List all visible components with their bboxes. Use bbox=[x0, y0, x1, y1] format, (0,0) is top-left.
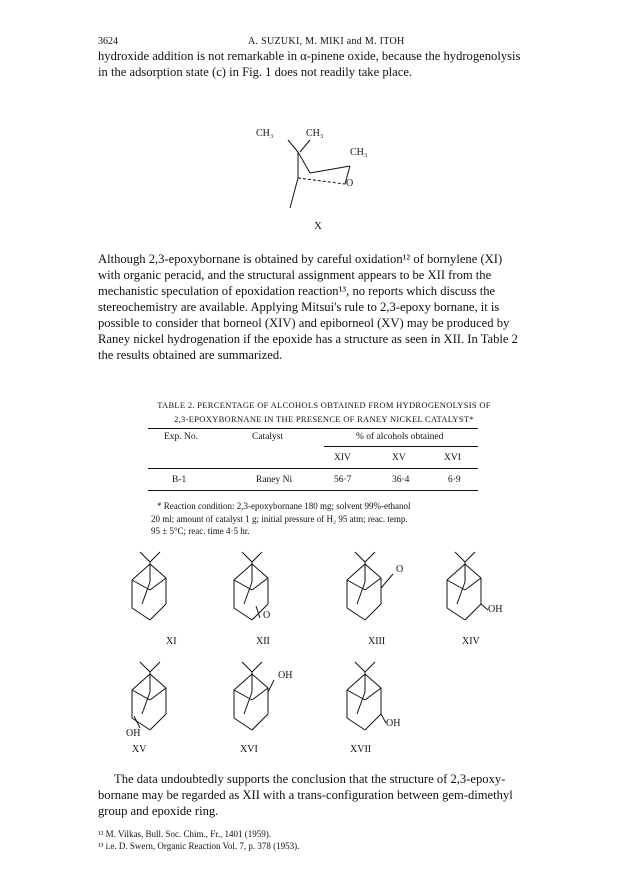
structure-label: X bbox=[314, 220, 322, 232]
cell-catalyst: Raney Ni bbox=[256, 475, 293, 485]
cell-value: 36·4 bbox=[392, 475, 410, 485]
text-line: possible to consider that borneol (XIV) and epiborneol (XV) may be produced by bbox=[98, 316, 510, 330]
references bbox=[98, 828, 538, 852]
text-line: mechanistic speculation of epoxidation reaction¹³, no reports which discuss the bbox=[98, 284, 496, 298]
col-header: XIV bbox=[334, 453, 351, 463]
table-rule bbox=[148, 428, 478, 429]
col-header: XV bbox=[392, 453, 406, 463]
reference-item: ¹³ i.e. D. Swern, Organic Reaction Vol. 7, p. 378 (1953). bbox=[98, 841, 300, 851]
text-line: in the adsorption state (c) in Fig. 1 does not readily take place. bbox=[98, 65, 413, 79]
table-rule bbox=[148, 468, 478, 469]
structures-drawing bbox=[110, 548, 530, 748]
oxygen-label: O bbox=[396, 564, 404, 575]
cell-exp: B-1 bbox=[172, 475, 187, 485]
header-catalyst: Catalyst bbox=[252, 432, 284, 442]
hydroxyl-label: OH bbox=[386, 718, 401, 729]
oxygen-label: O bbox=[346, 178, 354, 189]
text-line: group and epoxide ring. bbox=[98, 804, 219, 818]
paragraph-2 bbox=[98, 251, 538, 363]
caption-line: 2,3-EPOXYBORNANE IN THE PRESENCE OF RANEY NICKEL CATALYST* bbox=[174, 414, 474, 424]
hydroxyl-label: OH bbox=[278, 670, 293, 681]
header-alcohols: % of alcohols obtained bbox=[356, 432, 444, 442]
reference-item: ¹² M. Vilkas, Bull. Soc. Chim., Fr., 1401 (1959). bbox=[98, 829, 271, 839]
text-line: the results obtained are summarized. bbox=[98, 348, 283, 362]
text-line: Raney nickel hydrogenation if the epoxide has a structure as seen in XII. In Table 2 bbox=[98, 332, 518, 346]
structure-label: XVII bbox=[350, 744, 372, 755]
table-rule bbox=[324, 446, 478, 447]
structure-label: XII bbox=[256, 636, 270, 647]
oxygen-label: O bbox=[263, 610, 271, 621]
ch3-label: CH₃ bbox=[350, 147, 368, 158]
col-header: XVI bbox=[444, 453, 461, 463]
running-title: A. SUZUKI, M. MIKI and M. ITOH bbox=[248, 36, 405, 47]
hydroxyl-label: OH bbox=[488, 604, 503, 615]
footnote-line: 20 ml; amount of catalyst 1 g; initial pressure of H₂ 95 atm; reac. temp. bbox=[151, 513, 408, 524]
paragraph-1 bbox=[98, 48, 538, 80]
table-2 bbox=[148, 428, 478, 498]
ch3-label: CH₃ bbox=[306, 128, 324, 139]
structure-label: XV bbox=[132, 744, 147, 755]
text-line: Although 2,3-epoxybornane is obtained by careful oxidation¹² of bornylene (XI) bbox=[98, 252, 503, 266]
paragraph-3 bbox=[98, 771, 538, 819]
text-line: hydroxide addition is not remarkable in α-pinene oxide, because the hydrogenolysis bbox=[98, 49, 521, 63]
structure-label: XVI bbox=[240, 744, 258, 755]
structure-label: XIV bbox=[462, 636, 480, 647]
hydroxyl-label: OH bbox=[126, 728, 141, 739]
table-footnote bbox=[151, 500, 491, 538]
text-line: The data undoubtedly supports the conclusion that the structure of 2,3-epoxy- bbox=[114, 772, 506, 786]
caption-line: TABLE 2. PERCENTAGE OF ALCOHOLS OBTAINED FROM HYDROGENOLYSIS OF bbox=[157, 400, 491, 410]
structure-x bbox=[250, 128, 390, 238]
footnote-line: 95 ± 5°C; reac. time 4·5 hr. bbox=[151, 526, 250, 536]
structure-label: XI bbox=[166, 636, 177, 647]
table-rule bbox=[148, 490, 478, 491]
text-line: stereochemistry are available. Applying Mitsui's rule to 2,3-epoxy bornane, it is bbox=[98, 300, 500, 314]
header-exp: Exp. No. bbox=[164, 432, 199, 442]
page-number: 3624 bbox=[98, 36, 118, 47]
text-line: bornane may be regarded as XII with a trans-configuration between gem-dimethyl bbox=[98, 788, 513, 802]
structures-panel bbox=[110, 548, 530, 755]
cell-value: 6·9 bbox=[448, 475, 461, 485]
footnote-line: * Reaction condition: 2,3-epoxybornane 180 mg; solvent 99%-ethanol bbox=[157, 501, 411, 511]
text-line: with organic peracid, and the structural assignment appears to be XII from the bbox=[98, 268, 492, 282]
table-caption bbox=[134, 398, 514, 426]
cell-value: 56·7 bbox=[334, 475, 352, 485]
ch3-label: CH₃ bbox=[256, 128, 274, 139]
structure-label: XIII bbox=[368, 636, 386, 647]
